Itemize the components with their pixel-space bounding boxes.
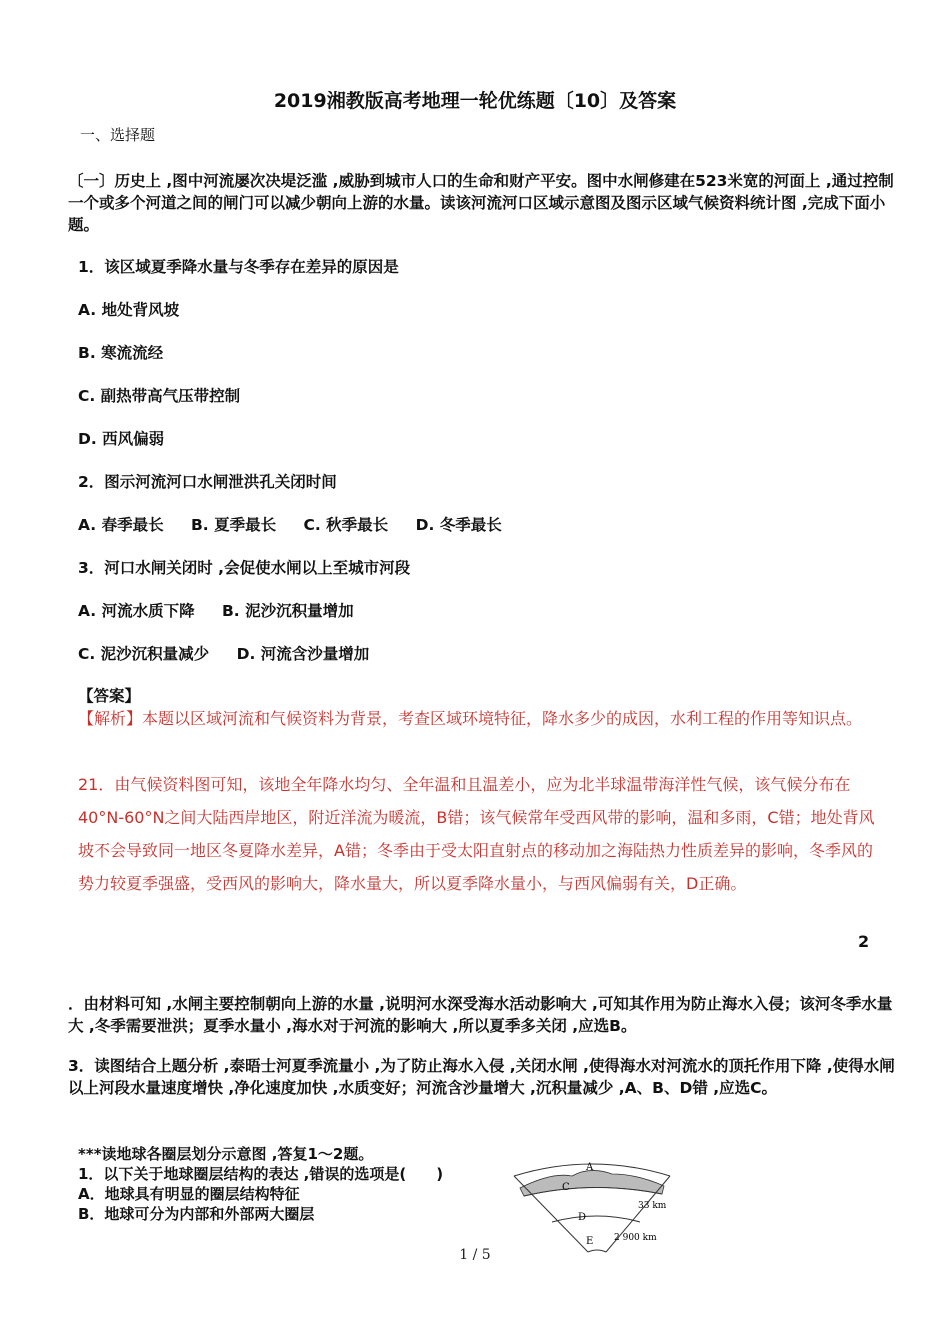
q1-option-c: C. 副热带高气压带控制 (78, 387, 241, 405)
earth-q1-option-b: B．地球可分为内部和外部两大圈层 (78, 1205, 315, 1223)
page-marker: 2 (858, 932, 870, 951)
explain-q3: 3．读图结合上题分析 ,泰晤士河夏季流量小 ,为了防止海水入侵 ,关闭水闸 ,使得海水对河流水的顶托作用下降 ,使得水闸以上河段水量速度增快 ,净化速度加快 ,水质变好；河流含沙量增大 ,沉积量减少 ,A、B、D错 ,应选C。 (68, 1057, 895, 1097)
explain-q2: ．由材料可知 ,水闸主要控制朝向上游的水量 ,说明河水深受海水活动影响大 ,可知其作用为防止海水入侵；该河冬季水量大 ,冬季需要泄洪；夏季水量小 ,海水对于河流的影响大 ,所以夏季多关闭 ,应选B。 (68, 995, 893, 1035)
q3-stem: 3．河口水闸关闭时 ,会促使水闸以上至城市河段 (78, 559, 411, 577)
q2-option-d: D. 冬季最长 (415, 516, 502, 534)
q2-option-a: A. 春季最长 (78, 516, 164, 534)
label-a: A (586, 1162, 594, 1173)
q3-option-b: B. 泥沙沉积量增加 (221, 602, 354, 620)
label-d: D (578, 1212, 587, 1223)
depth-33km: 33 km (638, 1201, 667, 1211)
q3-option-a: A. 河流水质下降 (78, 602, 195, 620)
q3-option-d: D. 河流含沙量增加 (236, 645, 370, 663)
q1-stem: 1．该区域夏季降水量与冬季存在差异的原因是 (78, 258, 399, 276)
q3-option-c: C. 泥沙沉积量减少 (78, 645, 210, 663)
q2-option-c: C. 秋季最长 (303, 516, 389, 534)
section-heading: 一、选择题 (80, 126, 156, 144)
analysis-intro: 【解析】本题以区域河流和气候资料为背景，考查区域环境特征，降水多少的成因，水利工程的作用等知识点。 (78, 709, 863, 728)
gutenberg-line (552, 1216, 640, 1222)
q2-option-b: B. 夏季最长 (190, 516, 277, 534)
q1-option-d: D. 西风偏弱 (78, 430, 165, 448)
label-c: C (562, 1182, 570, 1193)
document-title: 2019湘教版高考地理一轮优练题〔10〕及答案 (273, 90, 677, 112)
q2-options (78, 513, 502, 535)
earth-q1-option-a: A．地球具有明显的圈层结构特征 (78, 1185, 300, 1203)
q3-options-row2 (78, 642, 369, 664)
q1-option-a: A. 地处背风坡 (78, 301, 180, 319)
answer-label: 【答案】 (78, 687, 141, 705)
question-intro: 〔一〕历史上 ,图中河流屡次决堤泛滥 ,威胁到城市人口的生命和财产平安。图中水闸修建在523米宽的河面上 ,通过控制一个或多个河道之间的闸门可以减少朝向上游的水量。读该河流河口区域示意图及图示区域气候资料统计图 ,完成下面小题。 (68, 172, 894, 234)
page-footer: 1 / 5 (459, 1247, 491, 1263)
depth-2900km: 2 900 km (614, 1233, 657, 1243)
earth-layers-figure (512, 1158, 672, 1258)
earth-q1-stem: 1．以下关于地球圈层结构的表达 ,错误的选项是( ) (78, 1165, 444, 1183)
q2-stem: 2．图示河流河口水闸泄洪孔关闭时间 (78, 473, 337, 491)
analysis-q1: 21．由气候资料图可知，该地全年降水均匀、全年温和且温差小，应为北半球温带海洋性气候，该气候分布在40°N-60°N之间大陆西岸地区，附近洋流为暖流，B错；该气候常年受西风带的影响，温和多雨，C错；地处背风坡不会导致同一地区冬夏降水差异，A错；冬季由于受太阳直射点的移动加之海陆热力性质差异的影响，冬季风的势力较夏季强盛，受西风的影响大，降水量大，所以夏季降水量小，与西风偏弱有关，D正确。 (78, 775, 875, 893)
q3-options-row1 (78, 599, 354, 621)
q1-option-b: B. 寒流流经 (78, 344, 164, 362)
label-e: E (586, 1236, 594, 1247)
earth-intro: ***读地球各圈层划分示意图 ,答复1～2题。 (78, 1145, 374, 1163)
